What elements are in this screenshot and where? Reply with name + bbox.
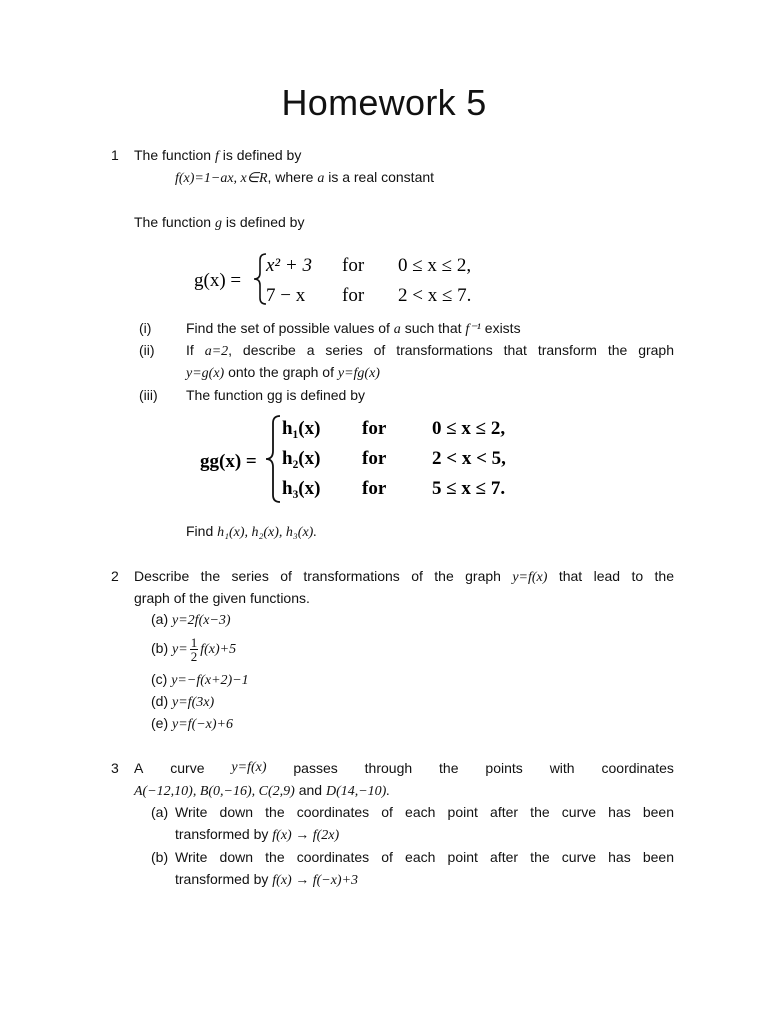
q1-part-ii-text2: onto the graph of [228, 364, 334, 380]
gg-case1-expr: h₁(x) [282, 418, 321, 439]
q3-eq: y=f(x) [231, 760, 267, 775]
q2-item-a-label: (a) [151, 611, 169, 627]
gg-brace [266, 416, 280, 502]
q2-item-d-expr: y=f(3x) [172, 695, 215, 710]
q1-part-ii-line2 [186, 363, 380, 383]
q1-part-ii-text: , describe a series of transformations that transform the graph [228, 342, 675, 358]
q3-part-b-label: (b) [151, 849, 169, 865]
q1-where: , where [267, 169, 314, 185]
q2-item-d-label: (d) [151, 693, 169, 709]
q1-part-i-text-a: Find the set of possible values of [186, 320, 390, 336]
gg-lhs: gg(x) = [200, 451, 257, 472]
q3-word-2: curve [170, 760, 205, 776]
q3-word-6: the [439, 760, 459, 776]
q2-item-a [151, 610, 231, 630]
q1-part-i-label: (i) [139, 320, 152, 336]
q1-g-intro-line [134, 213, 304, 233]
q1-f-name: f [214, 149, 219, 164]
q2-line2: graph of the given functions. [134, 590, 310, 606]
q2-eq: y=f(x) [512, 570, 548, 585]
q1-part-ii-if: If [186, 342, 194, 358]
g-case1-for: for [342, 255, 365, 276]
g-case2-cond: 2 < x ≤ 7. [398, 285, 472, 306]
g-case2-for: for [342, 285, 365, 306]
q3-part-a-expr: f(x) → f(2x) [272, 828, 340, 843]
q3-part-a-label: (a) [151, 804, 169, 820]
q2-item-e-label: (e) [151, 715, 169, 731]
g-lhs: g(x) = [194, 270, 242, 291]
q1-g-name: g [214, 216, 222, 231]
q3-part-a-text: transformed by [175, 826, 269, 842]
gg-case2-for: for [362, 448, 387, 469]
q1-find-line [186, 522, 317, 542]
q3-line1 [134, 759, 674, 777]
q2-item-e [151, 714, 233, 734]
q1-number: 1 [111, 147, 119, 163]
q2-line1 [134, 567, 674, 587]
q1-real-constant: is a real constant [328, 169, 435, 185]
q3-part-b-line1: Write down the coordinates of each point after the curve has been [175, 849, 674, 865]
q2-number: 2 [111, 568, 119, 584]
gg-case3-cond: 5 ≤ x ≤ 7. [432, 478, 506, 499]
q2-item-b [151, 632, 236, 664]
q1-find-text: Find [186, 523, 214, 539]
g-brace [254, 254, 266, 304]
q1-intro-line [134, 146, 301, 166]
q1-f-definition-line [175, 168, 434, 188]
q2-item-c-expr: y=−f(x+2)−1 [171, 673, 249, 688]
q1-g-defined-by: is defined by [225, 214, 305, 230]
q1-part-iii-text: The function gg is defined by [186, 387, 366, 403]
q1-a-var: a [317, 171, 325, 186]
gg-piecewise-definition [196, 410, 526, 506]
page-title: Homework 5 [281, 82, 487, 123]
g-case1-cond: 0 ≤ x ≤ 2, [398, 255, 472, 276]
q2-text-a: Describe the series of transformations of the graph [134, 568, 501, 584]
gg-case2-expr: h₂(x) [282, 448, 321, 469]
q1-part-ii-cond: a=2 [204, 344, 229, 359]
q1-part-ii-eq2: y=fg(x) [337, 366, 380, 381]
q1-intro: The function [134, 147, 212, 163]
g-piecewise-definition [190, 248, 500, 310]
gg-case2-cond: 2 < x < 5, [432, 448, 506, 469]
q1-part-ii-label: (ii) [139, 342, 155, 358]
q1-part-i-finv: f⁻¹ [465, 322, 481, 337]
q1-find-expr: h₁(x), h₂(x), h₃(x). [217, 525, 317, 540]
gg-case1-cond: 0 ≤ x ≤ 2, [432, 418, 506, 439]
g-case2-expr: 7 − x [266, 285, 306, 306]
q3-word-8: with [549, 760, 575, 776]
q2-item-e-expr: y=f(−x)+6 [172, 717, 233, 732]
q2-item-c-label: (c) [151, 671, 168, 687]
gg-case1-for: for [362, 418, 387, 439]
q3-word-9: coordinates [601, 760, 674, 776]
q1-part-ii-line1 [186, 341, 674, 361]
q3-word-1: A [134, 760, 144, 776]
q3-part-a-line2 [175, 825, 339, 845]
gg-case3-expr: h₃(x) [282, 478, 321, 499]
q2-item-d [151, 692, 214, 712]
q3-number: 3 [111, 760, 119, 776]
q2-item-c [151, 670, 249, 690]
q1-f-def: f(x)=1−ax, x∈R [175, 171, 268, 186]
q3-points: A(−12,10), B(0,−16), C(2,9) [134, 784, 295, 799]
q3-word-7: points [485, 760, 523, 776]
q3-point-d: D(14,−10). [325, 784, 390, 799]
q3-part-b-expr: f(x) → f(−x)+3 [272, 873, 359, 888]
q2-item-b-label: (b) [151, 640, 169, 656]
q3-part-b-text: transformed by [175, 871, 269, 887]
q1-defined-by: is defined by [222, 147, 302, 163]
q1-part-i-var: a [393, 322, 401, 337]
q2-item-b-fraction [190, 636, 199, 663]
gg-case3-for: for [362, 478, 387, 499]
q3-line2 [134, 781, 390, 801]
q1-part-i-text [186, 319, 521, 339]
q2-item-b-pre: y= [172, 642, 188, 657]
q2-item-b-numerator: 1 [190, 634, 198, 650]
q2-item-a-expr: y=2f(x−3) [172, 613, 231, 628]
q1-g-intro: The function [134, 214, 212, 230]
q3-and: and [298, 782, 323, 798]
q2-item-b-post: f(x)+5 [200, 642, 237, 657]
q1-part-ii-eq1: y=g(x) [186, 366, 225, 381]
q3-part-a-line1: Write down the coordinates of each point after the curve has been [175, 804, 674, 820]
q1-part-i-text-c: exists [484, 320, 521, 336]
q1-part-i-text-b: such that [404, 320, 462, 336]
q1-part-iii-label: (iii) [139, 387, 158, 403]
q3-part-b-line2 [175, 870, 358, 890]
q2-item-b-denominator: 2 [190, 648, 198, 664]
q2-text-b: that lead to the [558, 568, 674, 584]
g-case1-expr: x² + 3 [266, 255, 312, 276]
q3-word-4: passes [293, 760, 338, 776]
q3-word-5: through [364, 760, 413, 776]
